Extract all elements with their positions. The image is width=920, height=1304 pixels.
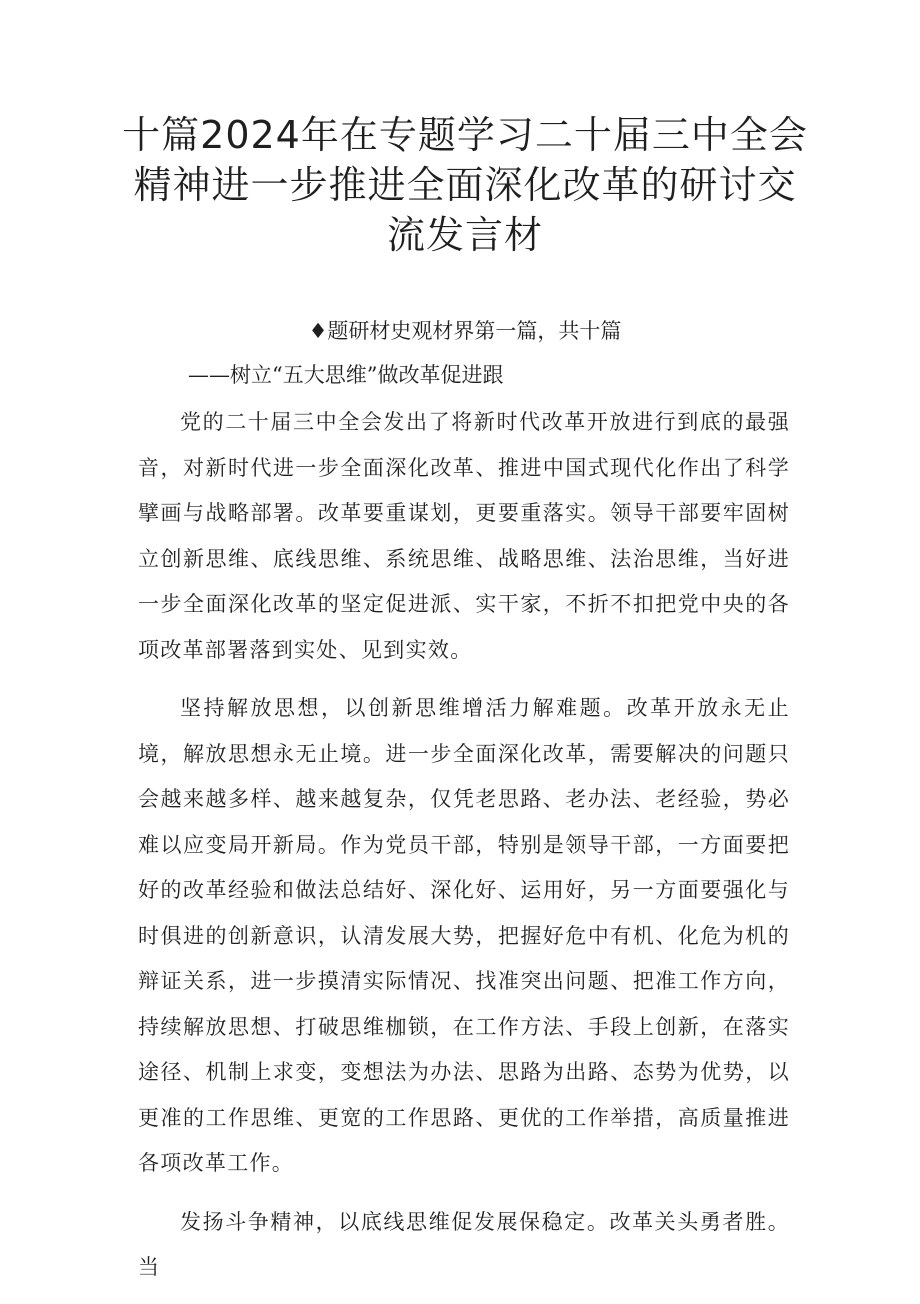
document-subheading: ——树立“五大思维”做改革促进跟 [188, 363, 504, 387]
document-title: 十篇2024年在专题学习二十届三中全会精神进一步推进全面深化改革的研讨交流发言材 [122, 113, 808, 257]
paragraph: 发扬斗争精神，以底线思维促发展保稳定。改革关头勇者胜。当 [138, 1209, 790, 1279]
document-body [138, 400, 790, 1304]
document-subtitle: ♦题研材史观材界第一篇，共十篇 [308, 319, 622, 343]
paragraph: 坚持解放思想，以创新思维增活力解难题。改革开放永无止境，解放思想永无止境。进一步全面深化改革，需要解决的问题只会越来越多样、越来越复杂，仅凭老思路、老办法、老经验，势必难以应变局开新局。作为党员干部，特别是领导干部，一方面要把好的改革经验和做法总结好、深化好、运用好，另一方面要强化与时俱进的创新意识，认清发展大势，把握好危中有机、化危为机的辩证关系，进一步摸清实际情况、找准突出问题、把准工作方向，持续解放思想、打破思维枷锁，在工作方法、手段上创新，在落实途径、机制上求变，变想法为办法、思路为出路、态势为优势，以更准的工作思维、更宽的工作思路、更优的工作举措，高质量推进各项改革工作。 [138, 696, 790, 1175]
paragraph: 党的二十届三中全会发出了将新时代改革开放进行到底的最强音，对新时代进一步全面深化改革、推进中国式现代化作出了科学擘画与战略部署。改革要重谋划，更要重落实。领导干部要牢固树立创新思维、底线思维、系统思维、战略思维、法治思维，当好进一步全面深化改革的坚定促进派、实干家，不折不扣把党中央的各项改革部署落到实处、见到实效。 [138, 410, 790, 662]
